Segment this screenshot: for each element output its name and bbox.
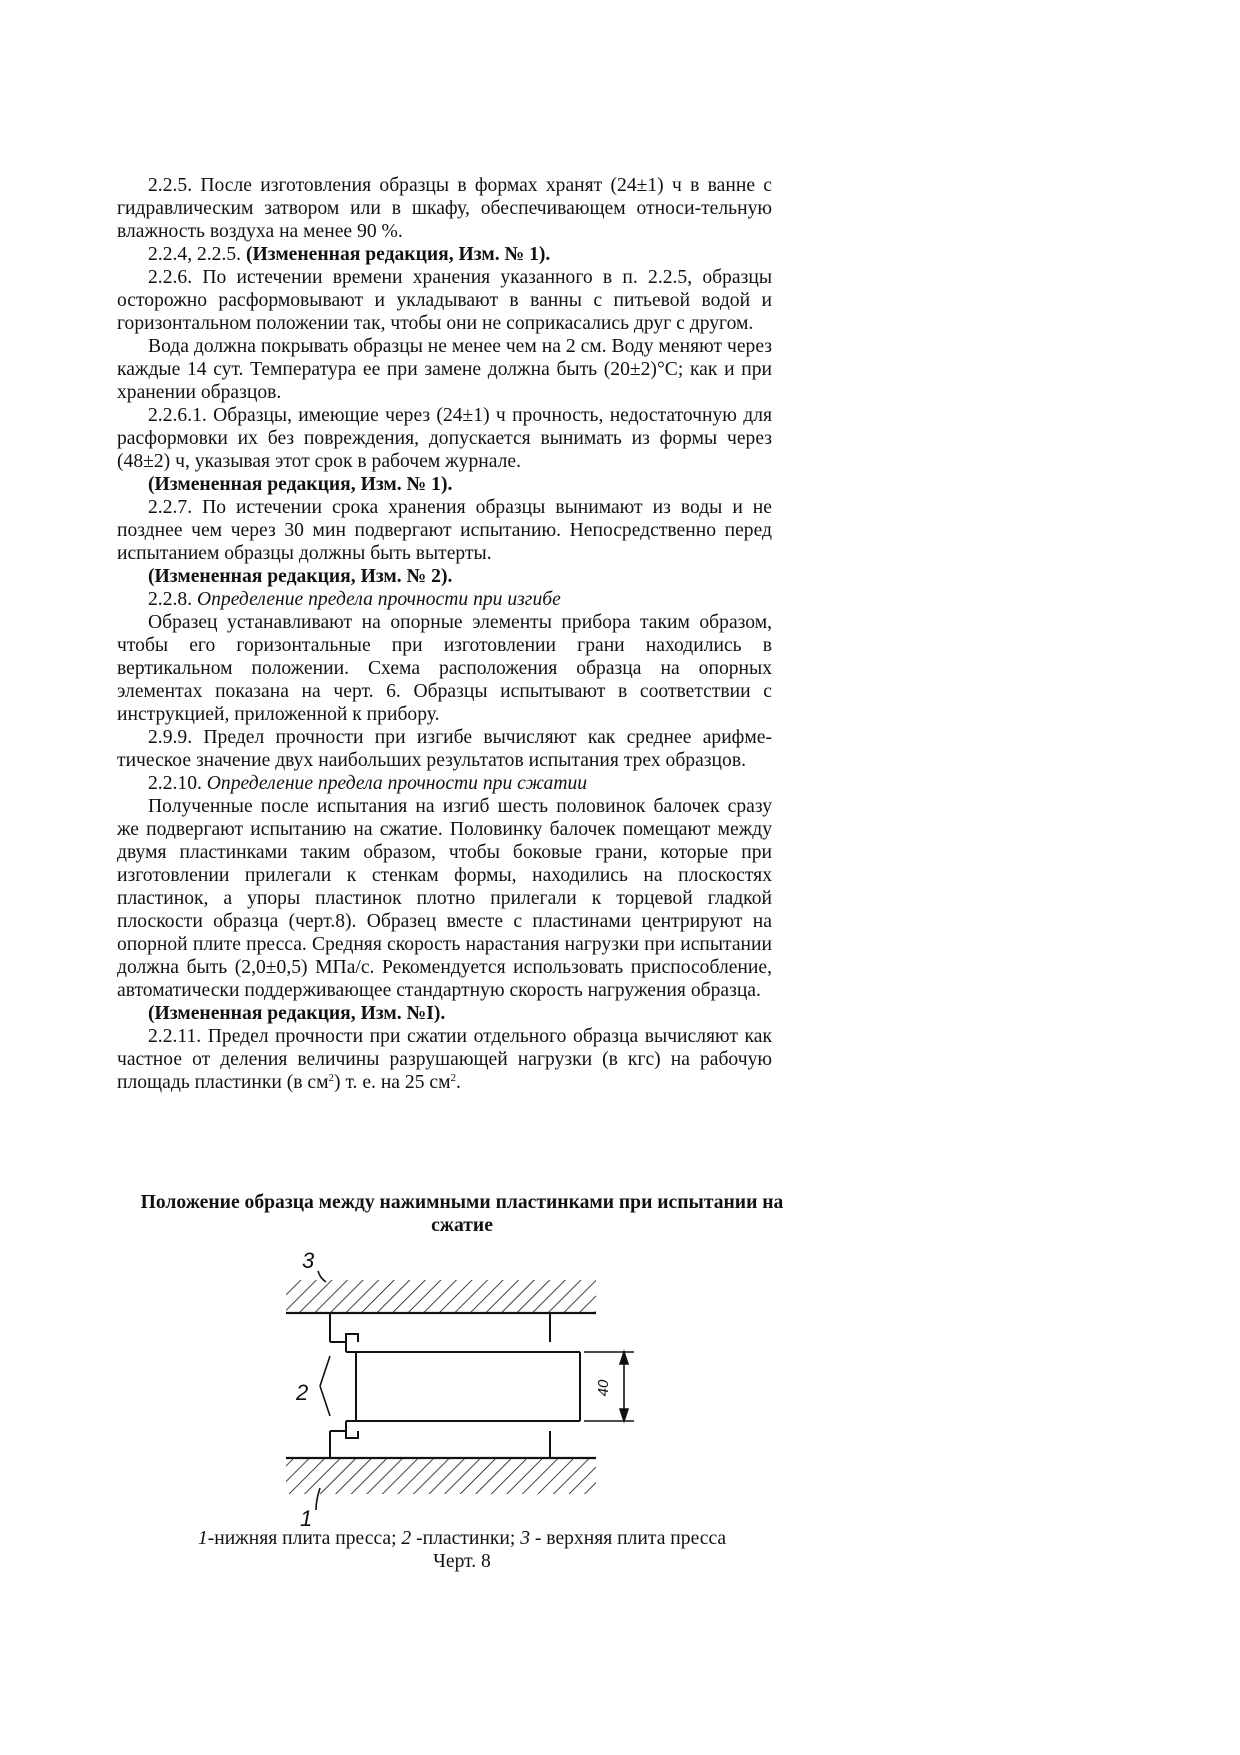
section-heading-2-2-8 [117, 588, 772, 611]
text-run: ) т. е. на 25 см [334, 1072, 451, 1093]
paragraph-bending-setup: Образец устанавливают на опорные элементы прибора таким образом, чтобы его горизонтальные при изготовлении грани находились в вертикальном положении. Схема расположения образца на опорных элементах показана на черт. 6. Образцы испытывают в соответствии с инструкцией, приложенной к прибору. [117, 612, 772, 725]
paragraph-compression: Полученные после испытания на изгиб шесть половинок балочек сразу же подвергают испытанию на сжатие. Половинку балочек помещают между двумя пластинками таким образом, чтобы боковые грани, которые при изготовлении прилегали к стенкам формы, находились на плоскостях пластинок, а упоры пластинок плотно прилегали к торцевой гладкой плоскости образца (черт.8). Образец вместе с пластинами центрируют на опорной плите пресса. Средняя скорость нарастания нагрузки при испытании должна быть (2,0±0,5) МПа/с. Рекомендуется использовать приспособление, автоматически поддерживающее стандартную скорость нагружения образца. [117, 796, 772, 1001]
paragraph-amendment-1 [117, 243, 772, 266]
upper-pressure-plate [330, 1313, 580, 1352]
section-number: 2.2.8. [148, 589, 197, 610]
amendment-ref: 2.2.4, 2.2.5. [148, 244, 246, 265]
paragraph-2-2-5: 2.2.5. После изготовления образцы в формах хранят (24±1) ч в ванне с гидравлическим затвором или в шкафу, обеспечивающем относи-тельную влажность воздуха на менее 90 %. [117, 175, 772, 242]
legend-number: 1 [197, 1528, 208, 1549]
label-1: 1 [300, 1506, 313, 1528]
amendment-note: (Измененная редакция, Изм. № 1). [148, 474, 453, 495]
amendment-note: (Измененная редакция, Изм. № 2). [148, 566, 453, 587]
figure-title: Положение образца между нажимными пластинками при испытании на сжатие [140, 1192, 784, 1236]
figure-caption [117, 1527, 807, 1573]
legend-text: -пластинки; [411, 1528, 521, 1549]
section-heading-2-2-10 [117, 772, 772, 795]
document-body [117, 174, 772, 1094]
paragraph-2-2-6: 2.2.6. По истечении времени хранения указанного в п. 2.2.5, образцы осторожно расформовывают и укладывают в ванны с питьевой водой и горизонтальном положении так, чтобы они не соприкасались друг с другом. [117, 267, 772, 334]
paragraph-water: Вода должна покрывать образцы не менее чем на 2 см. Воду меняют через каждые 14 сут. Температура ее при замене должна быть (20±2)°С; как и при хранении образцов. [117, 336, 772, 403]
text-run: . [456, 1072, 461, 1093]
amendment-note: (Измененная редакция, Изм. № 1). [245, 244, 551, 265]
paragraph-2-9-9: 2.9.9. Предел прочности при изгибе вычисляют как среднее арифме-тическое значение двух наибольших результатов испытания трех образцов. [117, 727, 772, 771]
legend-number: 3 [520, 1528, 530, 1549]
figure-drawing [280, 1238, 650, 1528]
section-title: Определение предела прочности при сжатии [206, 773, 588, 794]
section-number: 2.2.10. [148, 773, 207, 794]
legend-line [117, 1527, 807, 1550]
legend-text: - верхняя плита пресса [529, 1528, 727, 1549]
paragraph-2-2-6-1: 2.2.6.1. Образцы, имеющие через (24±1) ч прочность, недостаточную для расформовки их без повреждения, допускается вынимать из формы через (48±2) ч, указывая этот срок в рабочем журнале. [117, 405, 772, 472]
specimen [356, 1352, 580, 1421]
legend-number: 2 [401, 1528, 412, 1549]
drawing-number: Черт. 8 [433, 1551, 491, 1572]
lower-pressure-plate [330, 1421, 580, 1458]
text-run: 2.2.11. Предел прочности при сжатии отдельного образца вычисляют как частное от деления величины разрушающей нагрузки (в кгс) на рабочую площадь пластинки (в см [117, 1026, 772, 1093]
section-title: Определение предела прочности при изгибе [196, 589, 561, 610]
paragraph-2-2-11 [117, 1025, 772, 1094]
legend-text: -нижняя плита пресса; [207, 1528, 402, 1549]
amendment-note: (Измененная редакция, Изм. №I). [148, 1003, 446, 1024]
label-3: 3 [302, 1248, 315, 1273]
label-2: 2 [296, 1380, 309, 1405]
upper-press-plate [286, 1280, 596, 1313]
lower-press-plate [286, 1458, 596, 1494]
compression-schematic [280, 1238, 650, 1528]
paragraph-2-2-7: 2.2.7. По истечении срока хранения образцы вынимают из воды и не позднее чем через 30 мин подвергают испытанию. Непосредственно перед испытанием образцы должны быть вытерты. [117, 497, 772, 564]
superscript: 2 [450, 1072, 456, 1084]
dimension-label: 40 [595, 1379, 612, 1397]
superscript: 2 [328, 1072, 335, 1084]
